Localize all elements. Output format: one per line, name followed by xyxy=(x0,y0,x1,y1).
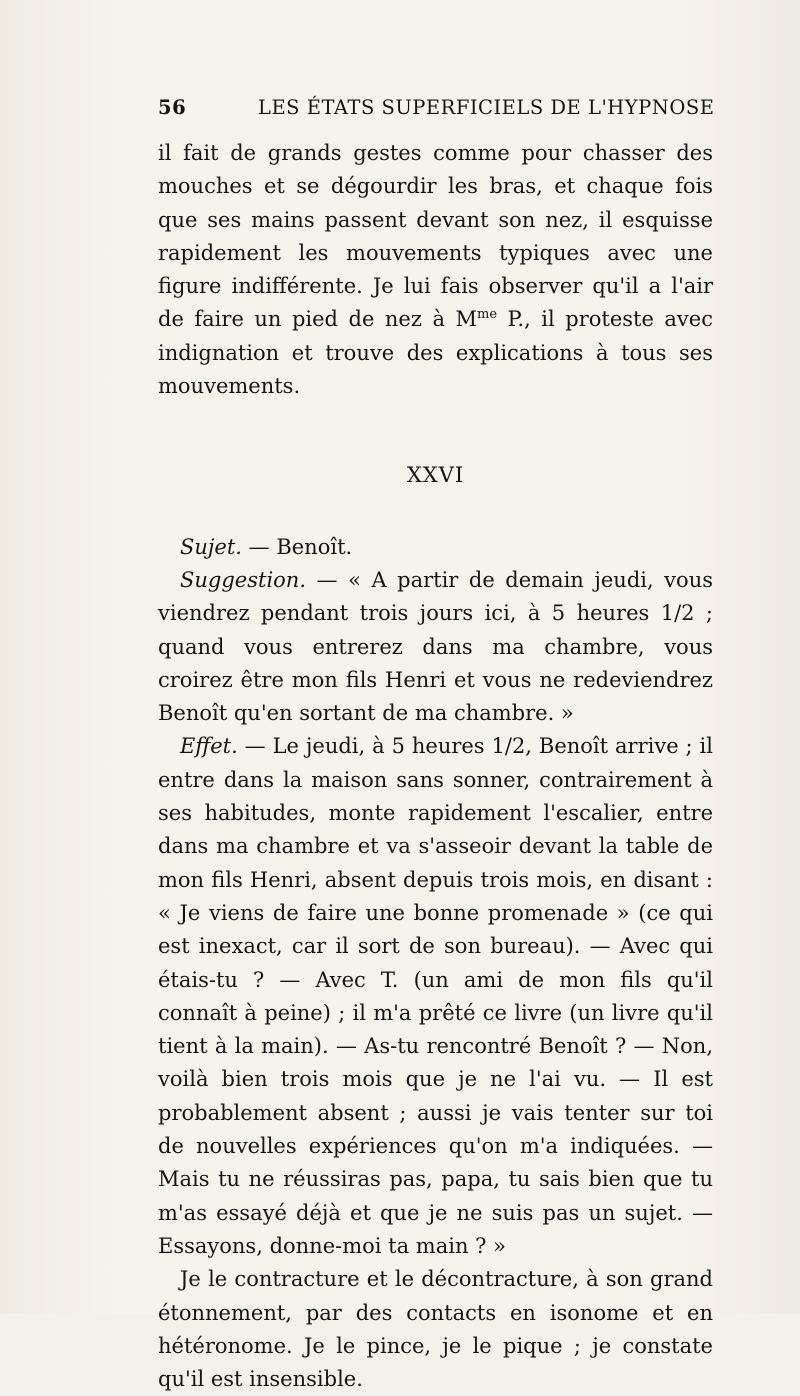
sujet-text: — Benoît. xyxy=(241,534,353,559)
para1-text: il fait de grands gestes comme pour chasser des mouches et se dégourdir les bras, et chaque fois que ses mains passent devant son nez, il esquisse rapidement les mouvements typiques avec une figure indifférente. Je lui fais observer qu'il a l'air de faire un pied de nez à M xyxy=(158,141,713,332)
page-body xyxy=(158,137,713,1396)
section-heading: XXVI xyxy=(406,463,465,488)
paragraph-suggestion xyxy=(158,564,713,730)
page-number: 56 xyxy=(158,96,187,119)
paragraph-continued xyxy=(158,137,713,403)
effet-text: — Le jeudi, à 5 heures 1/2, Benoît arrive ; il entre dans la maison sans sonner, contrairement à ses habitudes, monte rapidement l'escalier, entre dans ma chambre et va s'asseoir devant la table de mon fils Henri, absent depuis trois mois, en disant : « Je viens de faire une bonne promenade » (ce qui est inexact, car il sort de son bureau). — Avec qui étais-tu ? — Avec T. (un ami de mon fils qu'il connaît à peine) ; il m'a prêté ce livre (un livre qu'il tient à la main). — As-tu rencontré Benoît ? — Non, voilà bien trois mois que je ne l'ai vu. — Il est probablement absent ; aussi je vais tenter sur toi de nouvelles expériences qu'on m'a indiquées. — Mais tu ne réussiras pas, papa, tu sais bien que tu m'as essayé déjà et que je ne suis pas un sujet. — Essayons, donne-moi ta main ? » xyxy=(158,734,713,1258)
para1-text-end: P., il proteste avec indignation et trouve des explications à tous ses mouvements. xyxy=(158,307,713,399)
paragraph-sujet xyxy=(158,531,713,564)
paragraph-effet xyxy=(158,730,713,1263)
suggestion-label: Suggestion. xyxy=(180,567,306,592)
madame-superscript: me xyxy=(477,307,498,323)
effet-label: Effet. xyxy=(180,734,238,759)
suggestion-text: — « A partir de demain jeudi, vous viendrez pendant trois jours ici, à 5 heures 1/2 ; quand vous entrerez dans ma chambre, vous croirez être mon fils Henri et vous ne redeviendrez Benoît qu'en sortant de ma chambre. » xyxy=(158,567,713,726)
running-header xyxy=(158,96,713,126)
sujet-label: Sujet. xyxy=(180,534,242,559)
paragraph-final: Je le contracture et le décontracture, à son grand étonnement, par des contacts en isonome et en hétéronome. Je le pince, je le pique ; je constate qu'il est insensible. xyxy=(158,1267,713,1392)
running-title: LES ÉTATS SUPERFICIELS DE L'HYPNOSE xyxy=(258,96,715,119)
